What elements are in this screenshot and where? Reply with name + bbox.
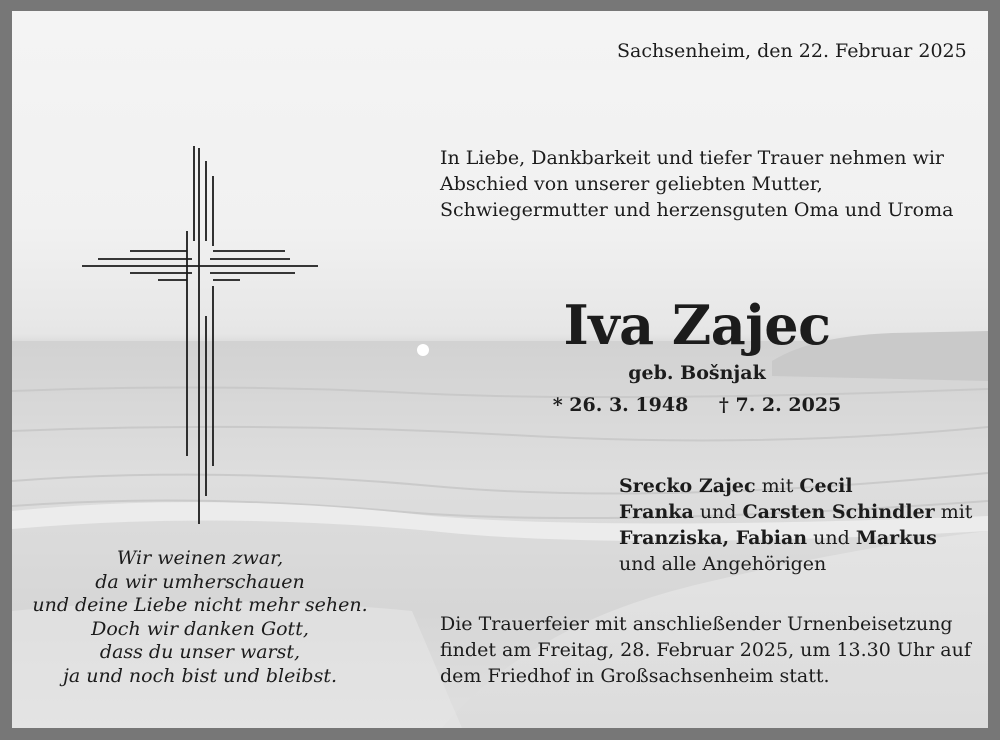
intro-line: Abschied von unserer geliebten Mutter, <box>440 173 823 195</box>
line-cross-icon <box>80 146 320 526</box>
deceased-name: Iva Zajec <box>563 293 831 357</box>
poem-line: und deine Liebe nicht mehr sehen. <box>32 594 368 616</box>
life-dates <box>532 394 862 416</box>
memorial-poem <box>30 547 370 688</box>
poem-line: Wir weinen zwar, <box>116 547 284 569</box>
poem-line: ja und noch bist und bleibst. <box>62 664 337 687</box>
birth-date: * 26. 3. 1948 <box>552 394 689 416</box>
place-date: Sachsenheim, den 22. Februar 2025 <box>617 40 967 62</box>
death-date: † 7. 2. 2025 <box>718 394 842 416</box>
obituary-card <box>12 11 988 728</box>
family-line: Franka und Carsten Schindler mit <box>619 501 973 523</box>
intro-line: Schwiegermutter und herzensguten Oma und Uroma <box>440 199 954 221</box>
ceremony-line: findet am Freitag, 28. Februar 2025, um 13.30 Uhr auf <box>440 639 971 661</box>
poem-line: dass du unser warst, <box>99 641 301 663</box>
ceremony-notice <box>440 611 971 689</box>
ceremony-line: dem Friedhof in Großsachsenheim statt. <box>440 665 830 687</box>
family-list <box>619 473 972 577</box>
poem-line: Doch wir danken Gott, <box>91 617 309 640</box>
maiden-name: geb. Bošnjak <box>628 362 766 384</box>
family-line: Srecko Zajec mit Cecil <box>619 475 853 497</box>
intro-line: In Liebe, Dankbarkeit und tiefer Trauer nehmen wir <box>440 147 944 169</box>
ceremony-line: Die Trauerfeier mit anschließender Urnenbeisetzung <box>440 613 953 635</box>
intro-text <box>440 145 980 223</box>
family-line: Franziska, Fabian und Markus <box>619 527 937 549</box>
family-line: und alle Angehörigen <box>619 553 827 575</box>
poem-line: da wir umherschauen <box>95 570 305 593</box>
